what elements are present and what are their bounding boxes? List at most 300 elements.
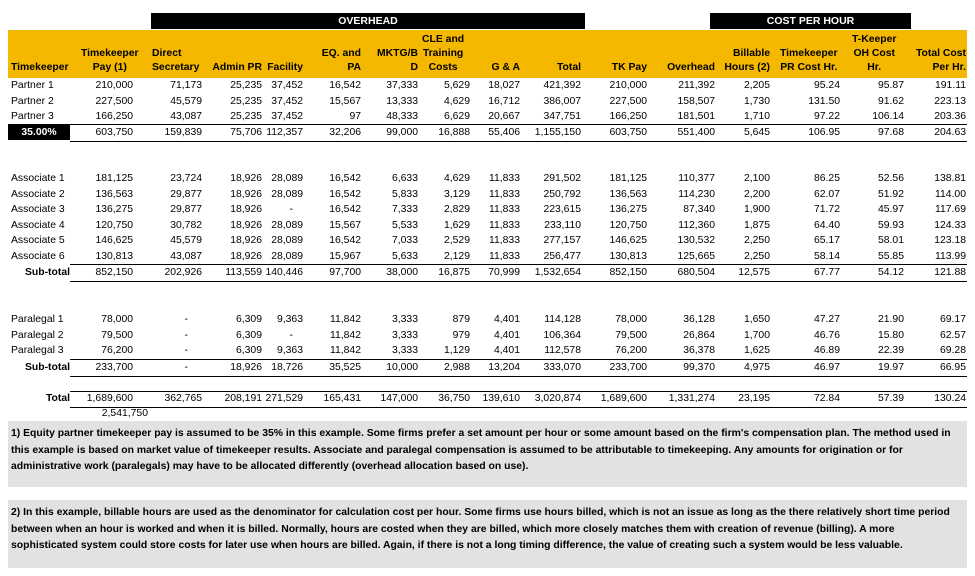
cell-timekeeper-pay: 146,625	[95, 235, 133, 247]
header-line: Timekeeper	[11, 62, 69, 73]
cell-g-and-a: 20,667	[488, 111, 520, 123]
header-line: TK Pay	[611, 62, 647, 73]
header-line: Hours (2)	[724, 62, 770, 73]
cell-mktg-bd: 10,000	[386, 362, 418, 373]
header-line: PR Cost Hr.	[780, 62, 838, 73]
header-total-cost-hr	[916, 47, 966, 75]
cell-tk-pay: 233,700	[609, 362, 647, 373]
cell-total: 256,477	[543, 251, 581, 262]
footnote-2: 2) In this example, billable hours are used as the denominator for calculation cost per hour. Some firms use hours billed, which is not an issue as long as the there relatively short time period between when an hour is worked and when it is billed. Normally, hours are costed when they are billed, which more closely matches them with creation of revenue (billing). A more sophisticated system could store costs for later use when hours are billed. Again, if there is not a long timing difference, the value of creating such a system would be less valuable.	[8, 500, 967, 568]
cell-admin-pr: 25,235	[230, 80, 262, 91]
cell-overhead: 110,377	[678, 173, 715, 184]
divider	[70, 141, 967, 142]
cell-cle-training: 2,829	[443, 204, 470, 216]
footnote-1: 1) Equity partner timekeeper pay is assumed to be 35% in this example. Some firms prefer a set amount per hour or some amount based on the firm's compensation plan. The method used in this example is based on market value of timekeeper results. Associate and paralegal compensation is assumed to be attributable to timekeeping. Any amounts for origination or for administrative work (paralegals) may have to be allocated differently (overhead allocation based on use).	[8, 421, 967, 487]
cell-total-cost-hr: 121.88	[934, 267, 966, 278]
cell-overhead: 112,360	[678, 219, 715, 231]
cell-facility: 28,089	[271, 219, 303, 231]
cell-cle-training: 16,875	[438, 267, 470, 278]
cost-per-hour-band: COST PER HOUR	[710, 13, 911, 29]
cell-pr-cost-hr: 58.14	[813, 251, 840, 262]
cell-total-cost-hr: 66.95	[939, 362, 966, 373]
cell-oh-cost-hr: 91.62	[877, 95, 904, 107]
cell-oh-cost-hr: 57.39	[877, 393, 904, 404]
cell-total-cost-hr: 130.24	[934, 393, 966, 404]
header-total	[557, 61, 581, 75]
cell-facility: 9,363	[276, 345, 303, 357]
cell-total-cost-hr: 69.28	[939, 345, 966, 357]
cell-timekeeper-pay: 130,813	[95, 251, 133, 262]
cell-total: 1,532,654	[534, 267, 581, 278]
cell-oh-cost-hr: 95.87	[877, 80, 904, 91]
cell-total-cost-hr: 113.99	[934, 251, 966, 262]
cell-g-and-a: 4,401	[493, 314, 520, 325]
cell-billable-hours: 1,875	[743, 219, 770, 231]
cell-mktg-bd: 7,033	[391, 235, 418, 247]
cell-billable-hours: 1,900	[743, 204, 770, 216]
cell-total: 347,751	[543, 111, 581, 123]
row-label: Associate 4	[11, 219, 65, 231]
cell-direct-secretary: 45,579	[170, 95, 202, 107]
header-g-and-a	[492, 61, 520, 75]
cell-direct-secretary: 71,173	[170, 80, 202, 91]
cell-g-and-a: 70,999	[488, 267, 520, 278]
header-line: Timekeeper	[81, 48, 139, 59]
cell-mktg-bd: 6,633	[391, 173, 418, 184]
header-line: Facility	[267, 62, 303, 73]
cell-total: 3,020,874	[534, 393, 581, 404]
cell-overhead: 211,392	[678, 80, 715, 91]
cell-timekeeper-pay: 76,200	[101, 345, 133, 357]
cell-tk-pay: 852,150	[609, 267, 647, 278]
cell-facility: 18,726	[271, 362, 303, 373]
cell-g-and-a: 55,406	[488, 127, 520, 138]
header-cle-training	[422, 33, 464, 75]
cell-g-and-a: 11,833	[488, 173, 520, 184]
header-line: Hr.	[867, 62, 882, 73]
cell-billable-hours: 2,200	[743, 188, 770, 200]
cell-direct-secretary: 30,782	[170, 219, 202, 231]
cell-overhead: 1,331,274	[668, 393, 715, 404]
cell-g-and-a: 11,833	[488, 204, 520, 216]
cell-billable-hours: 1,650	[743, 314, 770, 325]
table-row	[8, 249, 967, 264]
cell-tk-pay: 210,000	[609, 80, 647, 91]
cell-g-and-a: 4,401	[493, 345, 520, 357]
cell-mktg-bd: 38,000	[386, 267, 418, 278]
cell-timekeeper-pay: 233,700	[95, 362, 133, 373]
cell-total: 112,578	[544, 345, 581, 357]
cell-cle-training: 6,629	[443, 111, 470, 123]
cell-total-cost-hr: 69.17	[939, 314, 966, 325]
cell-cle-training: 36,750	[438, 393, 470, 404]
cell-direct-secretary: 43,087	[170, 251, 202, 262]
cell-oh-cost-hr: 52.56	[877, 173, 904, 184]
cell-pr-cost-hr: 67.77	[813, 267, 840, 278]
cell-oh-cost-hr: 21.90	[877, 314, 904, 325]
cell-eq-pa: 15,967	[329, 251, 361, 262]
cell-g-and-a: 11,833	[488, 188, 520, 200]
cell-tk-pay: 120,750	[609, 219, 647, 231]
table-row	[8, 171, 967, 186]
cell-admin-pr: 18,926	[230, 219, 262, 231]
cell-total-cost-hr: 114.00	[934, 188, 966, 200]
cell-mktg-bd: 3,333	[391, 345, 418, 357]
cell-overhead: 87,340	[683, 204, 715, 216]
header-line: CLE and	[422, 34, 465, 45]
header-admin-pr	[212, 61, 262, 75]
cell-eq-pa: 16,542	[329, 235, 361, 247]
partner-total-row	[8, 125, 967, 140]
divider	[70, 391, 967, 392]
cell-total: 277,157	[543, 235, 581, 247]
cell-overhead: 99,370	[683, 362, 715, 373]
table-row	[8, 233, 967, 248]
cell-mktg-bd: 147,000	[380, 393, 418, 404]
cell-admin-pr: 25,235	[230, 111, 262, 123]
header-line: EQ. and	[321, 48, 361, 59]
cell-billable-hours: 1,625	[743, 345, 770, 357]
header-line: Admin PR	[212, 62, 262, 73]
cell-pr-cost-hr: 46.89	[813, 345, 840, 357]
row-label: Partner 2	[11, 95, 54, 107]
cell-billable-hours: 1,710	[743, 111, 770, 123]
cell-tk-pay: 166,250	[609, 111, 647, 123]
cell-oh-cost-hr: 106.14	[872, 111, 904, 123]
cell-overhead: 551,400	[677, 127, 715, 138]
header-tk-pay	[612, 61, 647, 75]
cell-g-and-a: 16,712	[488, 95, 520, 107]
cell-cle-training: 4,629	[443, 95, 470, 107]
cell-facility: 112,357	[266, 127, 303, 138]
cell-total: 106,364	[543, 329, 581, 341]
cell-overhead: 125,665	[677, 251, 715, 262]
row-label: Associate 5	[11, 235, 65, 247]
cell-billable-hours: 23,195	[738, 393, 770, 404]
header-direct-secretary	[152, 47, 199, 75]
cell-direct-secretary: 45,579	[170, 235, 202, 247]
cell-total: 1,155,150	[534, 127, 581, 138]
check-value: 2,541,750	[101, 408, 148, 419]
cell-timekeeper-pay: 1,689,600	[86, 393, 133, 404]
header-line: Costs	[428, 62, 458, 73]
row-label: Total	[45, 393, 70, 404]
cell-tk-pay: 76,200	[615, 345, 647, 357]
cell-admin-pr: 18,926	[230, 173, 262, 184]
header-line: Billable	[733, 48, 770, 59]
cell-g-and-a: 11,833	[488, 251, 520, 262]
cell-billable-hours: 12,575	[738, 267, 770, 278]
table-row	[8, 328, 967, 343]
cell-oh-cost-hr: 45.97	[877, 204, 904, 216]
cell-eq-pa: 16,542	[329, 80, 361, 91]
cell-oh-cost-hr: 22.39	[877, 345, 904, 357]
cell-tk-pay: 79,500	[615, 329, 647, 341]
cell-oh-cost-hr: 54.12	[877, 267, 904, 278]
cell-pr-cost-hr: 47.27	[813, 314, 840, 325]
cell-timekeeper-pay: 181,125	[95, 173, 133, 184]
cell-g-and-a: 11,833	[488, 235, 520, 247]
cell-facility: 37,452	[271, 95, 303, 107]
cell-total: 421,392	[543, 80, 581, 91]
header-line: OH Cost	[853, 48, 896, 59]
cell-timekeeper-pay: 120,750	[95, 219, 133, 231]
table-row	[8, 312, 967, 327]
cell-overhead: 36,128	[683, 314, 715, 325]
header-facility	[267, 61, 303, 75]
header-overhead	[667, 61, 715, 75]
cell-overhead: 680,504	[677, 267, 715, 278]
cell-billable-hours: 5,645	[743, 127, 770, 138]
header-line: T-Keeper	[852, 34, 897, 45]
divider	[70, 376, 967, 377]
cell-pr-cost-hr: 72.84	[813, 393, 840, 404]
row-label: Sub-total	[24, 362, 70, 373]
cell-cle-training: 979	[452, 329, 470, 341]
cell-facility: 37,452	[271, 80, 303, 91]
row-label: Partner 3	[11, 111, 54, 123]
cell-direct-secretary: -	[184, 362, 188, 373]
header-line: Training	[422, 48, 464, 59]
cell-cle-training: 2,129	[443, 251, 470, 262]
cell-total-cost-hr: 138.81	[934, 173, 966, 184]
cell-tk-pay: 136,563	[609, 188, 647, 200]
row-label: Associate 2	[11, 188, 65, 200]
cell-total: 333,070	[543, 362, 581, 373]
cell-total-cost-hr: 62.57	[939, 329, 966, 341]
cell-timekeeper-pay: 852,150	[95, 267, 133, 278]
cell-cle-training: 2,988	[443, 362, 470, 373]
cell-total-cost-hr: 124.33	[934, 219, 966, 231]
cell-facility: 28,089	[271, 188, 303, 200]
cell-g-and-a: 18,027	[488, 80, 520, 91]
cell-billable-hours: 2,100	[743, 173, 770, 184]
header-eq-pa	[322, 47, 361, 75]
cell-direct-secretary: -	[184, 329, 188, 341]
cell-mktg-bd: 5,533	[391, 219, 418, 231]
cell-timekeeper-pay: 227,500	[95, 95, 133, 107]
cell-eq-pa: 16,542	[329, 173, 361, 184]
cell-admin-pr: 18,926	[230, 251, 262, 262]
cell-pr-cost-hr: 46.97	[813, 362, 840, 373]
table-row	[8, 218, 967, 233]
cell-cle-training: 3,129	[443, 188, 470, 200]
cell-timekeeper-pay: 136,275	[95, 204, 133, 216]
cell-oh-cost-hr: 59.93	[877, 219, 904, 231]
cell-pr-cost-hr: 95.24	[813, 80, 840, 91]
cell-mktg-bd: 99,000	[386, 127, 418, 138]
cell-admin-pr: 113,559	[225, 267, 262, 278]
cell-cle-training: 4,629	[443, 173, 470, 184]
row-label: Partner 1	[11, 80, 54, 91]
cell-cle-training: 2,529	[443, 235, 470, 247]
header-line: Overhead	[667, 62, 715, 73]
cell-overhead: 158,507	[677, 95, 715, 107]
cell-facility: 37,452	[271, 111, 303, 123]
cell-billable-hours: 2,250	[743, 251, 770, 262]
cell-pr-cost-hr: 131.50	[808, 95, 840, 107]
cell-pr-cost-hr: 106.95	[808, 127, 840, 138]
header-line: MKTG/B	[377, 48, 418, 59]
cell-direct-secretary: 202,926	[164, 267, 202, 278]
cell-pr-cost-hr: 64.40	[813, 219, 840, 231]
cell-cle-training: 1,129	[443, 345, 470, 357]
row-label: Associate 3	[11, 204, 65, 216]
table-row	[8, 187, 967, 202]
cell-facility: 28,089	[271, 251, 303, 262]
cell-eq-pa: 32,206	[329, 127, 361, 138]
cell-mktg-bd: 3,333	[391, 329, 418, 341]
cell-oh-cost-hr: 97.68	[877, 127, 904, 138]
cell-mktg-bd: 5,633	[391, 251, 418, 262]
cell-pr-cost-hr: 46.76	[813, 329, 840, 341]
cell-g-and-a: 4,401	[493, 329, 520, 341]
cell-cle-training: 16,888	[438, 127, 470, 138]
cell-total-cost-hr: 223.13	[934, 95, 966, 107]
cell-eq-pa: 97	[349, 111, 361, 123]
cell-oh-cost-hr: 58.01	[877, 235, 904, 247]
cell-eq-pa: 16,542	[329, 188, 361, 200]
cell-eq-pa: 35,525	[329, 362, 361, 373]
cell-tk-pay: 146,625	[609, 235, 647, 247]
header-pr-cost-hr	[780, 47, 838, 75]
cell-mktg-bd: 37,333	[386, 80, 418, 91]
cell-direct-secretary: 159,839	[164, 127, 202, 138]
header-line: Total	[556, 62, 581, 73]
cell-mktg-bd: 13,333	[386, 95, 418, 107]
cell-admin-pr: 18,926	[230, 188, 262, 200]
row-label: Paralegal 3	[11, 345, 64, 357]
cell-total-cost-hr: 203.36	[934, 111, 966, 123]
table-row	[8, 78, 967, 93]
table-row	[8, 94, 967, 109]
cell-total: 223,615	[543, 204, 581, 216]
header-line: G & A	[491, 62, 520, 73]
cell-facility: 271,529	[265, 393, 303, 404]
cell-timekeeper-pay: 78,000	[101, 314, 133, 325]
cell-direct-secretary: 23,724	[170, 173, 202, 184]
cell-mktg-bd: 48,333	[386, 111, 418, 123]
cell-timekeeper-pay: 136,563	[95, 188, 133, 200]
cell-timekeeper-pay: 603,750	[95, 127, 133, 138]
cell-admin-pr: 18,926	[230, 235, 262, 247]
cell-facility: -	[289, 204, 293, 216]
cell-cle-training: 1,629	[443, 219, 470, 231]
cell-pr-cost-hr: 65.17	[813, 235, 840, 247]
divider	[70, 281, 967, 282]
cell-total-cost-hr: 123.18	[934, 235, 966, 247]
cell-oh-cost-hr: 19.97	[877, 362, 904, 373]
table-row	[8, 202, 967, 217]
cell-timekeeper-pay: 166,250	[95, 111, 133, 123]
table-row	[8, 343, 967, 358]
cell-billable-hours: 4,975	[743, 362, 770, 373]
header-line: Direct	[152, 48, 182, 59]
cell-tk-pay: 78,000	[615, 314, 647, 325]
header-line: Per Hr.	[932, 62, 966, 73]
associate-subtotal-row	[8, 265, 967, 280]
cell-total-cost-hr: 191.11	[934, 80, 966, 91]
cell-admin-pr: 208,191	[224, 393, 262, 404]
cell-facility: 28,089	[271, 235, 303, 247]
cell-timekeeper-pay: 79,500	[101, 329, 133, 341]
overhead-band: OVERHEAD	[151, 13, 585, 29]
row-label: Associate 1	[11, 173, 65, 184]
cell-eq-pa: 165,431	[323, 393, 361, 404]
cell-oh-cost-hr: 15.80	[877, 329, 904, 341]
cell-eq-pa: 97,700	[329, 267, 361, 278]
cell-oh-cost-hr: 55.85	[877, 251, 904, 262]
grand-total-row	[8, 391, 967, 406]
cell-admin-pr: 18,926	[230, 204, 262, 216]
cell-tk-pay: 1,689,600	[600, 393, 647, 404]
header-oh-cost-hr	[852, 33, 896, 75]
table-row	[8, 109, 967, 124]
row-label: Paralegal 1	[11, 314, 64, 325]
cell-billable-hours: 1,700	[743, 329, 770, 341]
header-line: D	[410, 62, 418, 73]
cell-mktg-bd: 3,333	[391, 314, 418, 325]
cell-overhead: 181,501	[677, 111, 715, 123]
header-timekeeper-pay	[81, 47, 139, 75]
cell-pr-cost-hr: 97.22	[813, 111, 840, 123]
cell-tk-pay: 130,813	[609, 251, 647, 262]
cell-pr-cost-hr: 62.07	[813, 188, 840, 200]
header-timekeeper	[11, 61, 69, 75]
cell-eq-pa: 15,567	[329, 219, 361, 231]
row-label: Sub-total	[24, 267, 70, 278]
cell-eq-pa: 11,842	[329, 314, 361, 325]
cell-direct-secretary: 29,877	[170, 188, 202, 200]
cell-total: 291,502	[543, 173, 581, 184]
header-line: Pay (1)	[92, 62, 127, 73]
row-label: Associate 6	[11, 251, 65, 262]
header-mktg-bd	[377, 47, 418, 75]
cell-overhead: 114,230	[678, 188, 715, 200]
cell-admin-pr: 6,309	[235, 345, 262, 357]
cell-pr-cost-hr: 71.72	[813, 204, 840, 216]
cell-total-cost-hr: 204.63	[934, 127, 966, 138]
cell-direct-secretary: -	[184, 314, 188, 325]
total-pay-check-value	[8, 406, 967, 421]
cell-g-and-a: 11,833	[488, 219, 520, 231]
cell-direct-secretary: 362,765	[164, 393, 202, 404]
cell-pr-cost-hr: 86.25	[813, 173, 840, 184]
cell-admin-pr: 6,309	[235, 329, 262, 341]
header-billable-hours	[724, 47, 770, 75]
cell-overhead: 36,378	[683, 345, 715, 357]
cell-total: 250,792	[543, 188, 581, 200]
cell-admin-pr: 18,926	[230, 362, 262, 373]
cell-timekeeper-pay: 210,000	[95, 80, 133, 91]
cell-facility: 140,446	[265, 267, 303, 278]
cell-g-and-a: 13,204	[488, 362, 520, 373]
column-header-row	[8, 30, 967, 78]
cell-mktg-bd: 5,833	[391, 188, 418, 200]
cell-eq-pa: 16,542	[329, 204, 361, 216]
header-line: Secretary	[152, 62, 200, 73]
cell-overhead: 130,532	[677, 235, 715, 247]
cell-tk-pay: 181,125	[609, 173, 647, 184]
cell-billable-hours: 1,730	[743, 95, 770, 107]
cell-admin-pr: 6,309	[235, 314, 262, 325]
row-label: 35.00%	[8, 125, 70, 140]
header-line: Total Cost	[915, 48, 966, 59]
cell-direct-secretary: 43,087	[170, 111, 202, 123]
cell-admin-pr: 75,706	[230, 127, 262, 138]
cell-eq-pa: 11,842	[329, 329, 361, 341]
cell-direct-secretary: 29,877	[170, 204, 202, 216]
